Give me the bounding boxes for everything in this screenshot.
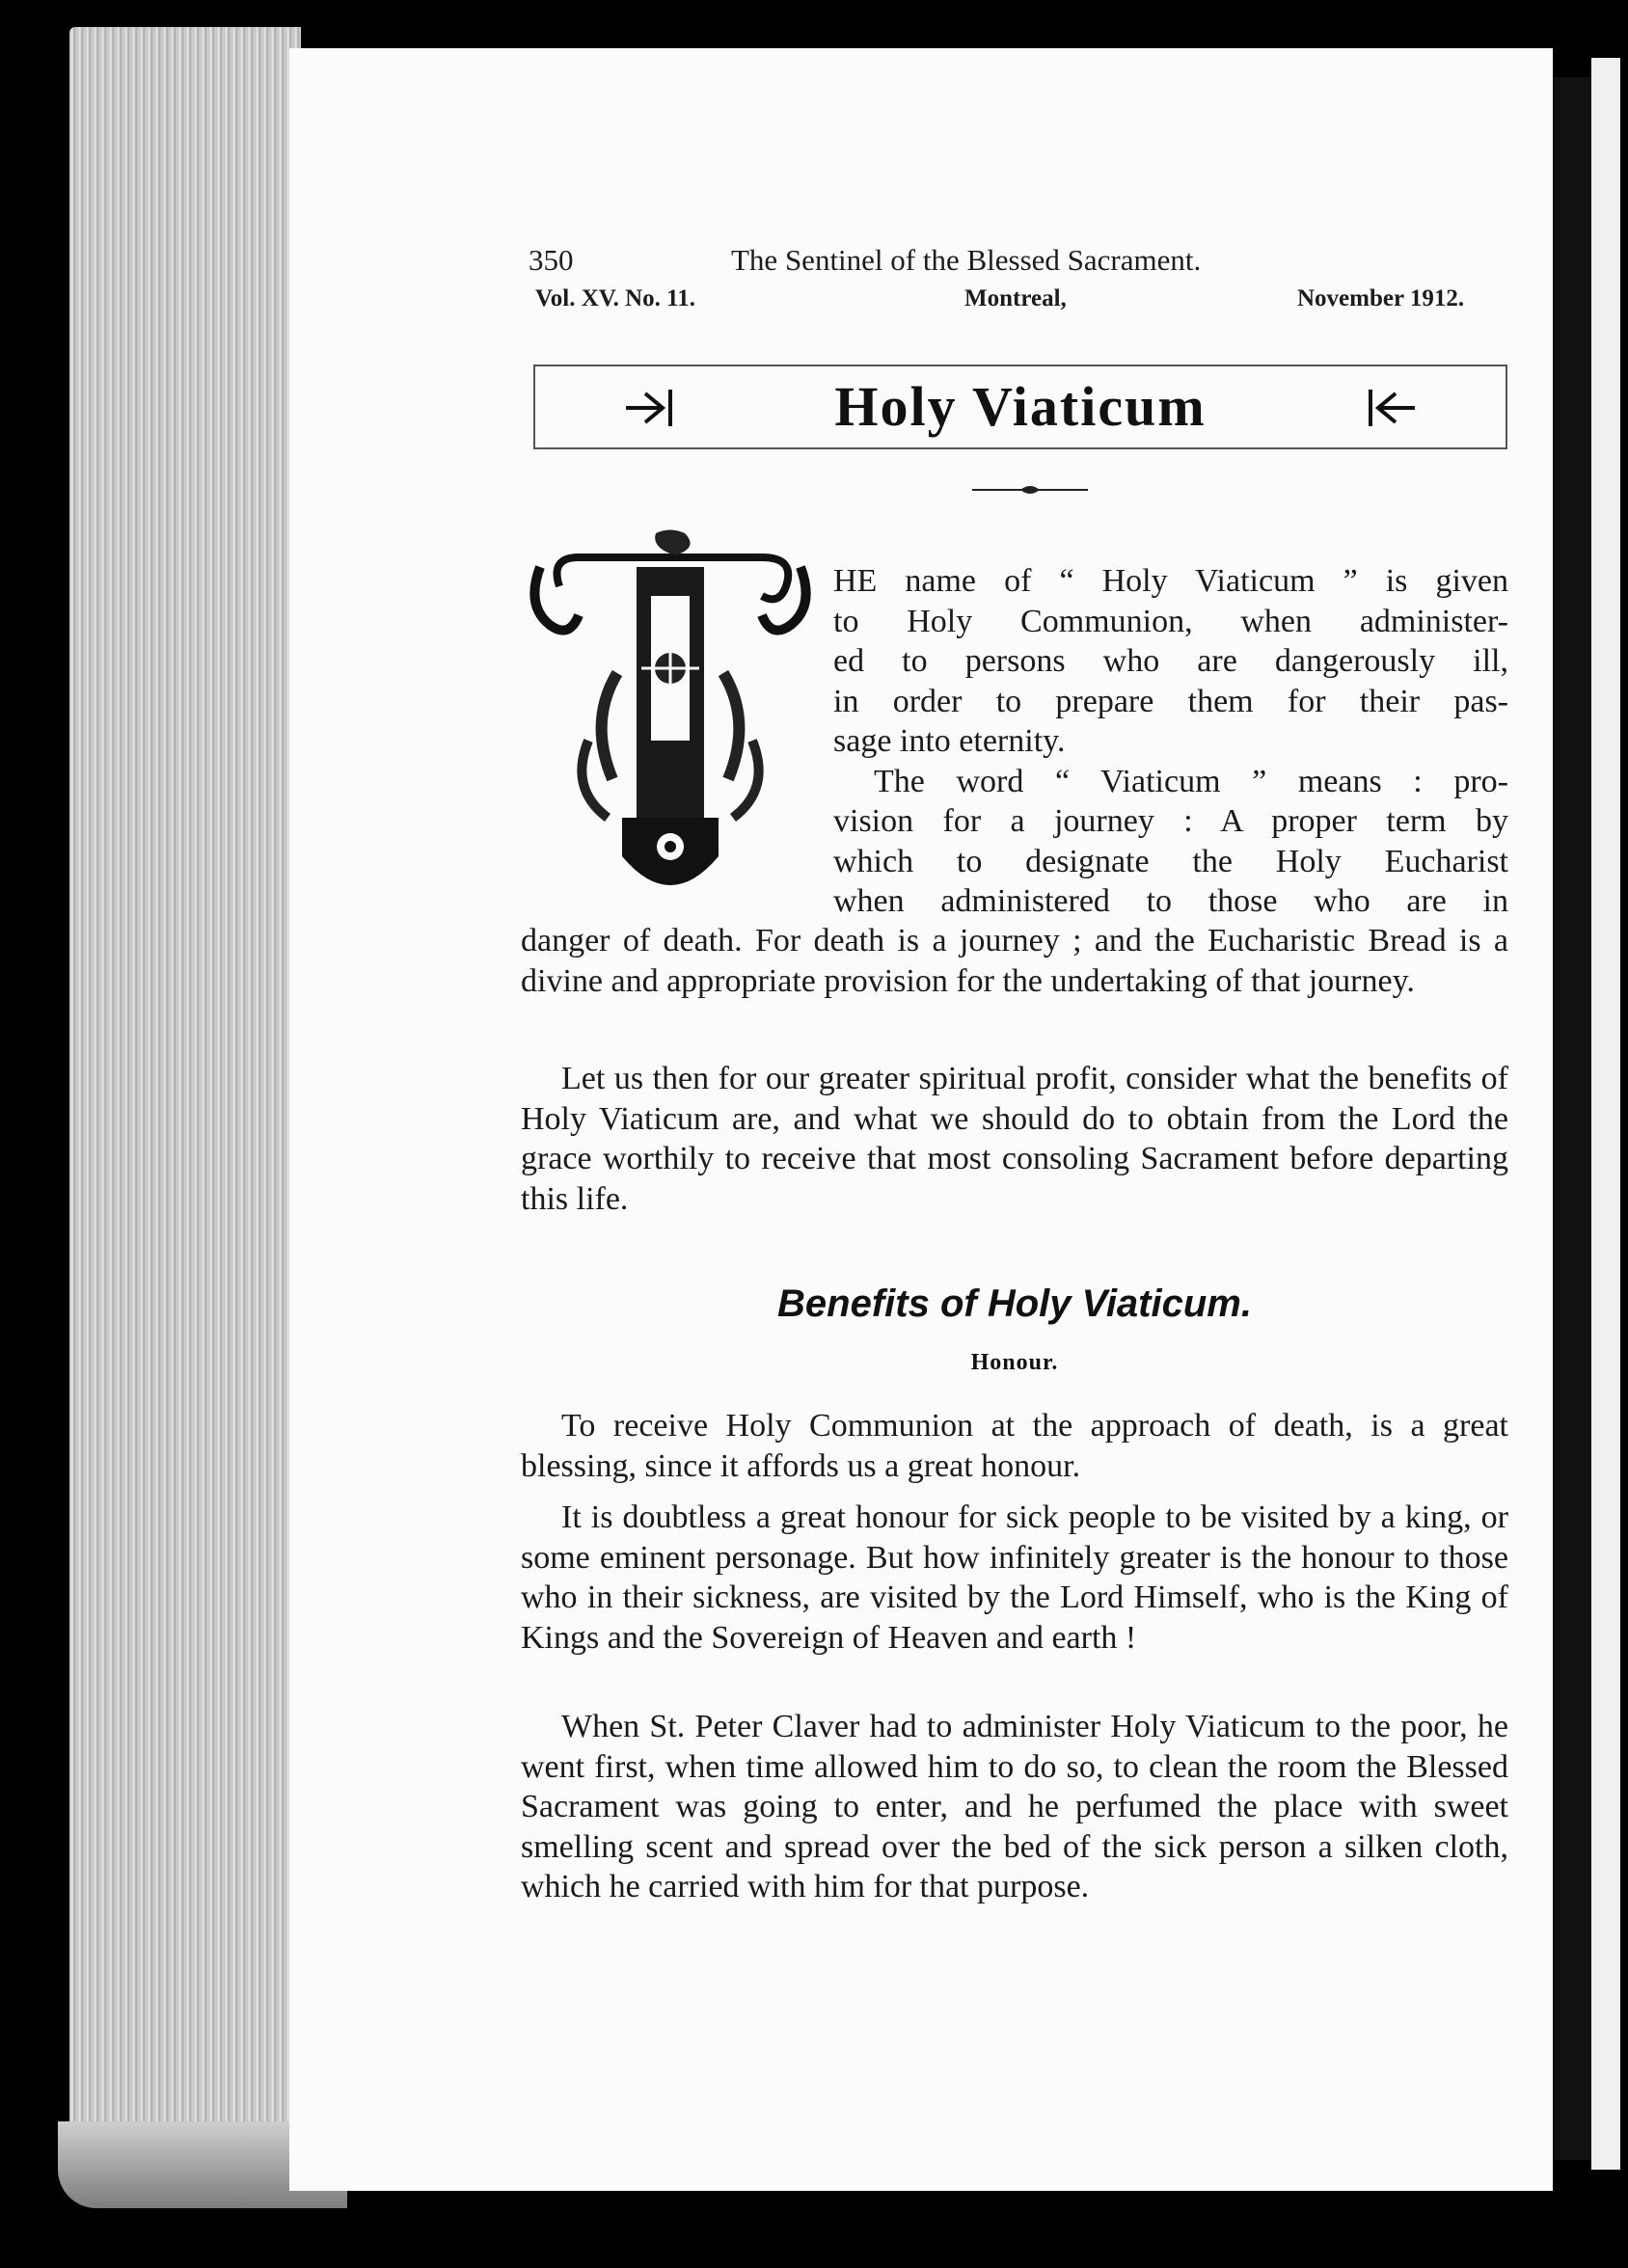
title-frame xyxy=(533,364,1507,449)
book-page-edges xyxy=(69,27,301,2177)
text-line: sage into eternity. xyxy=(833,723,1066,759)
text-line: vision for a journey : A proper term by xyxy=(833,803,1508,839)
text-line: which to designate the Holy Eucharist xyxy=(833,843,1508,879)
paragraph: When St. Peter Claver had to administer Holy Viaticum to the poor, he went first, when time allowed him to do so, to clean the room the Blessed Sacrament was going to enter, and he perfumed the place with sweet smelling scent and spread over the bed of the sick person a silken cloth, which he carried with him for that purpose. xyxy=(521,1709,1508,1904)
issue-line xyxy=(535,285,1500,318)
text-line: HE name of “ Holy Viaticum ” is given xyxy=(833,563,1508,599)
arrow-ornament-right-icon xyxy=(1359,384,1417,432)
paragraph: Let us then for our greater spiritual profit, consider what the benefits of Holy Viaticum are, and what we should do to obtain from the Lord the grace worthily to receive that most consoling Sacrament before departing this life. xyxy=(521,1061,1508,1217)
running-header xyxy=(529,243,1319,282)
intro-continuation: danger of death. For death is a journey ; and the Eucharistic Bread is a divine and appropriate provision for the undertaking of that journey. xyxy=(521,923,1508,999)
publication-place: Montreal, xyxy=(964,285,1067,311)
text-line: ed to persons who are dangerously ill, xyxy=(833,643,1508,679)
issue-date: November 1912. xyxy=(1297,285,1465,311)
text-line: when administered to those who are in xyxy=(833,883,1508,919)
volume-number: Vol. XV. No. 11. xyxy=(535,285,696,311)
page-number: 350 xyxy=(529,243,574,277)
paragraph: It is doubtless a great honour for sick people to be visited by a king, or some eminent personage. But how infinitely greater is the honour to those who in their sickness, are visited by the Lord Himself, who is the King of Kings and the Sovereign of Heaven and earth ! xyxy=(521,1499,1508,1656)
publication-title: The Sentinel of the Blessed Sacrament. xyxy=(731,243,1202,277)
intro-wrapped-text xyxy=(833,561,1508,922)
facing-page-edge xyxy=(1591,58,1620,2170)
ornamental-divider-icon xyxy=(972,480,1088,500)
article-title: Holy Viaticum xyxy=(834,375,1207,438)
drop-cap-ornament-icon xyxy=(521,528,820,914)
text-line: in order to prepare them for their pas- xyxy=(833,683,1508,719)
text-line: to Holy Communion, when administer- xyxy=(833,603,1508,639)
binding-shadow xyxy=(1553,77,1591,2160)
paragraph: To receive Holy Communion at the approach of death, is a great blessing, since it affords us a great honour. xyxy=(521,1408,1508,1484)
section-heading: Benefits of Holy Viaticum. xyxy=(777,1282,1252,1325)
subheading: Honour. xyxy=(970,1350,1059,1375)
text-line: The word “ Viaticum ” means : pro- xyxy=(874,763,1508,799)
